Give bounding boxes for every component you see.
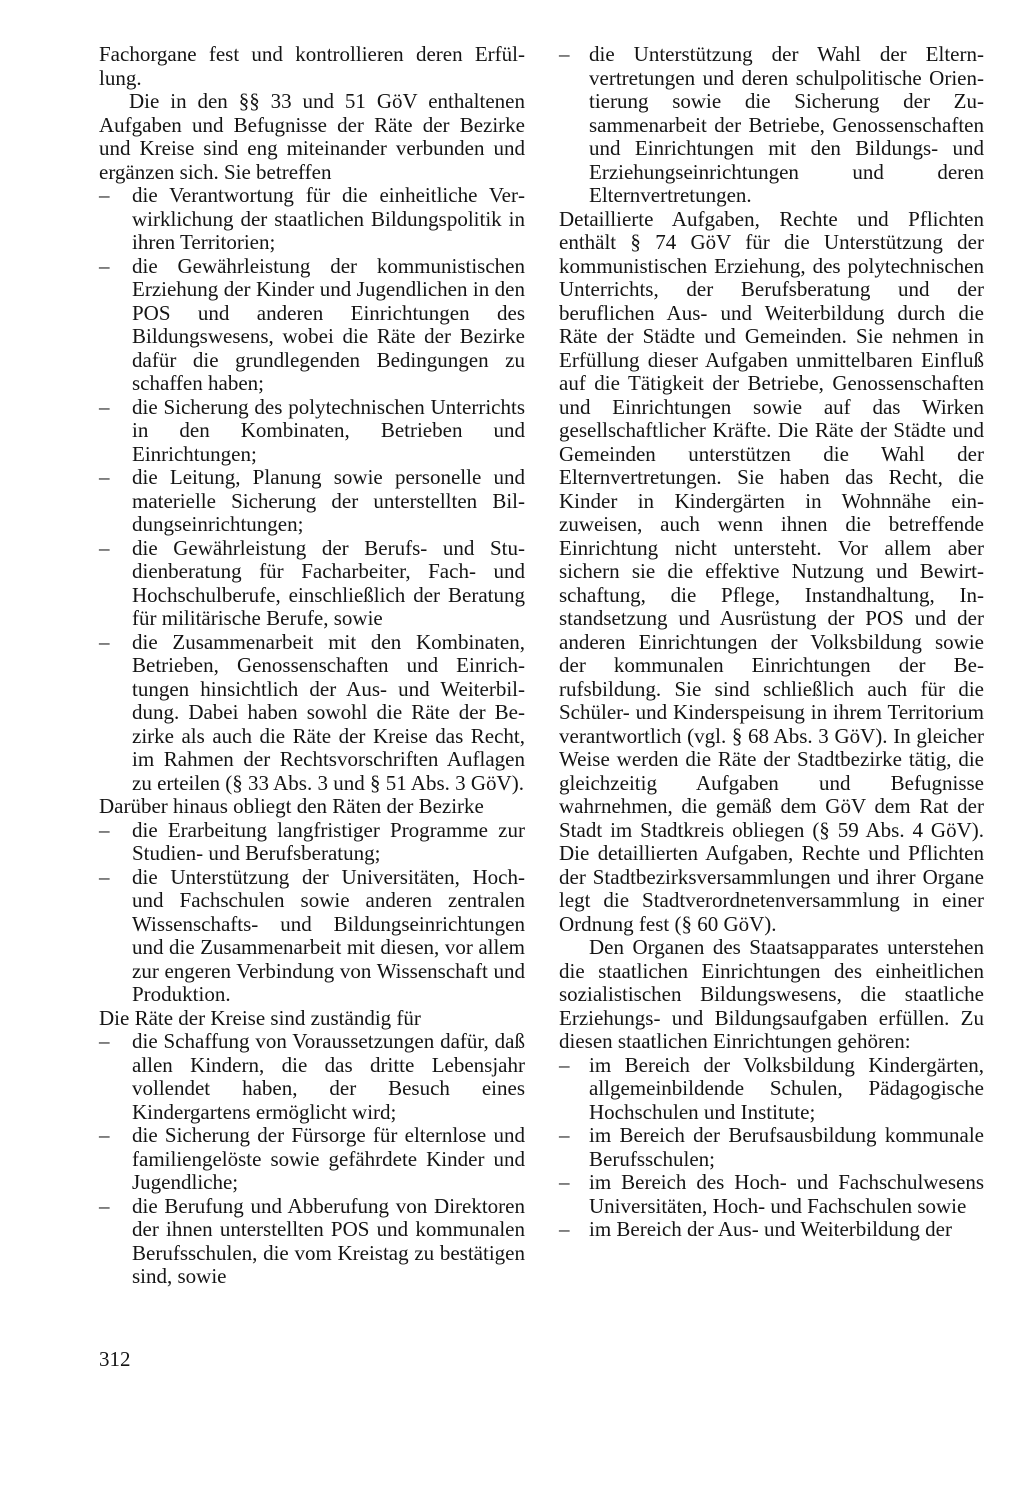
dash-list [99, 1030, 525, 1289]
left-column [99, 43, 525, 1289]
list-item: – die Erarbeitung langfristiger Programme zur Studien- und Berufsberatung; [99, 819, 525, 866]
list-item: – die Schaffung von Voraussetzungen dafür, daß allen Kindern, die das dritte Lebensjahr vollendet haben, der Besuch eines Kindergartens ermöglicht wird; [99, 1030, 525, 1124]
dash-list [99, 819, 525, 1007]
paragraph: Die in den §§ 33 und 51 GöV enthaltenen Aufgaben und Befugnisse der Räte der Bezirke und Kreise sind eng miteinander verbunden und ergänzen sich. Sie betreffen [99, 89, 525, 184]
dash-list [559, 1054, 984, 1242]
list-item: – die Berufung und Abberufung von Direktoren der ihnen unterstellten POS und kommunalen Berufsschulen, die vom Kreistag zu bestätigen sind, sowie [99, 1195, 525, 1289]
dash-list [99, 184, 525, 795]
list-item: – die Unterstützung der Universitäten, Hoch- und Fachschulen sowie anderen zentralen Wissenschafts- und Bildungseinrichtungen und die Zusammenarbeit mit diesen, vor allem zur engeren Verbindung von Wissenschaft und Produktion. [99, 866, 525, 1007]
list-item: – die Unterstützung der Wahl der Elternvertretungen und deren schulpolitische Orientierung sowie die Sicherung der Zusammenarbeit der Betriebe, Genossenschaften und Einrichtungen mit den Bildungs- und Erziehungseinrichtungen und deren Elternvertretungen. [559, 43, 984, 208]
list-item: – die Sicherung der Fürsorge für elternlose und familiengelöste sowie gefährdete Kinder und Jugendliche; [99, 1124, 525, 1195]
list-item: – die Gewährleistung der Berufs- und Studienberatung für Facharbeiter, Fach- und Hochschulberufe, einschließlich der Beratung für militärische Berufe, sowie [99, 537, 525, 631]
right-column [559, 43, 984, 1242]
dash-list [559, 43, 984, 208]
paragraph: Die Räte der Kreise sind zuständig für [99, 1005, 421, 1030]
list-item: – im Bereich der Aus- und Weiterbildung der [559, 1218, 984, 1242]
paragraph: Darüber hinaus obliegt den Räten der Bezirke [99, 794, 484, 818]
paragraph: Den Organen des Staatsapparates unterstehen die staatlichen Einrichtungen des einheitlichen sozialistischen Bildungswesens, die staatliche Erziehungs- und Bildungsaufgaben erfüllen. Zu diesen staatlichen Einrichtungen gehören: [559, 935, 984, 1053]
list-item: – die Verantwortung für die einheitliche Verwirklichung der staatlichen Bildungspolitik in ihren Territorien; [99, 184, 525, 255]
paragraph: Fachorgane fest und kontrollieren deren Erfüllung. [99, 42, 525, 90]
list-item: – im Bereich der Berufsausbildung kommunale Berufsschulen; [559, 1124, 984, 1171]
list-item: – im Bereich der Volksbildung Kindergärten, allgemeinbildende Schulen, Pädagogische Hochschulen und Institute; [559, 1054, 984, 1125]
list-item: – die Zusammenarbeit mit den Kombinaten, Betrieben, Genossenschaften und Einrichtungen hinsichtlich der Aus- und Weiterbildung. Dabei haben sowohl die Räte der Bezirke als auch die Räte der Kreise das Recht, im Rahmen der Rechtsvorschriften Auflagen zu erteilen (§ 33 Abs. 3 und § 51 Abs. 3 GöV). [99, 631, 525, 796]
list-item: – die Gewährleistung der kommunistischen Erziehung der Kinder und Jugendlichen in den POS und anderen Einrichtungen des Bildungswesens, wobei die Räte der Bezirke dafür die grundlegenden Bedingungen zu schaffen haben; [99, 255, 525, 396]
paragraph: Detaillierte Aufgaben, Rechte und Pflichten enthält § 74 GöV für die Unterstützung der kommunistischen Erziehung, des polytechnischen Unterrichts, der Berufsberatung und der beruflichen Aus- und Weiterbildung durch die Räte der Städte und Gemeinden. Sie nehmen in Erfüllung dieser Aufgaben unmittelbaren Einfluß auf die Tätigkeit der Betriebe, Genossenschaften und Einrichtungen sowie auf das Wirken gesellschaftlicher Kräfte. Die Räte der Städte und Gemeinden unterstützen die Wahl der Elternvertretungen. Sie haben das Recht, die Kinder in Kindergärten in Wohnnähe einzuweisen, auch wenn ihnen die betreffende Einrichtung nicht untersteht. Vor allem aber sichern sie die effektive Nutzung und Bewirtschaftung, die Pflege, Instandhaltung, Instandsetzung und Ausrüstung der POS und der anderen Einrichtungen der Volksbildung sowie der kommunalen Einrichtungen der Berufsbildung. Sie sind schließlich auch für die Schüler- und Kinderspeisung in ihrem Territorium verantwortlich (vgl. § 68 Abs. 3 GöV). In gleicher Weise werden die Räte der Stadtbezirke tätig, die gleichzeitig Aufgaben und Befugnisse wahrnehmen, die gemäß dem GöV dem Rat der Stadt im Stadtkreis obliegen (§ 59 Abs. 4 GöV). Die detaillierten Aufgaben, Rechte und Pflichten der Stadtbezirksversammlungen und ihrer Organe legt die Stadtverordnetenversammlung in einer Ordnung fest (§ 60 GöV). [559, 206, 984, 936]
list-item: – die Leitung, Planung sowie personelle und materielle Sicherung der unterstellten Bildungseinrichtungen; [99, 466, 525, 537]
list-item: – im Bereich des Hoch- und Fachschulwesens Universitäten, Hoch- und Fachschulen sowie [559, 1171, 984, 1218]
page-number: 312 [99, 1347, 131, 1371]
list-item: – die Sicherung des polytechnischen Unterrichts in den Kombinaten, Betrieben und Einrichtungen; [99, 396, 525, 467]
